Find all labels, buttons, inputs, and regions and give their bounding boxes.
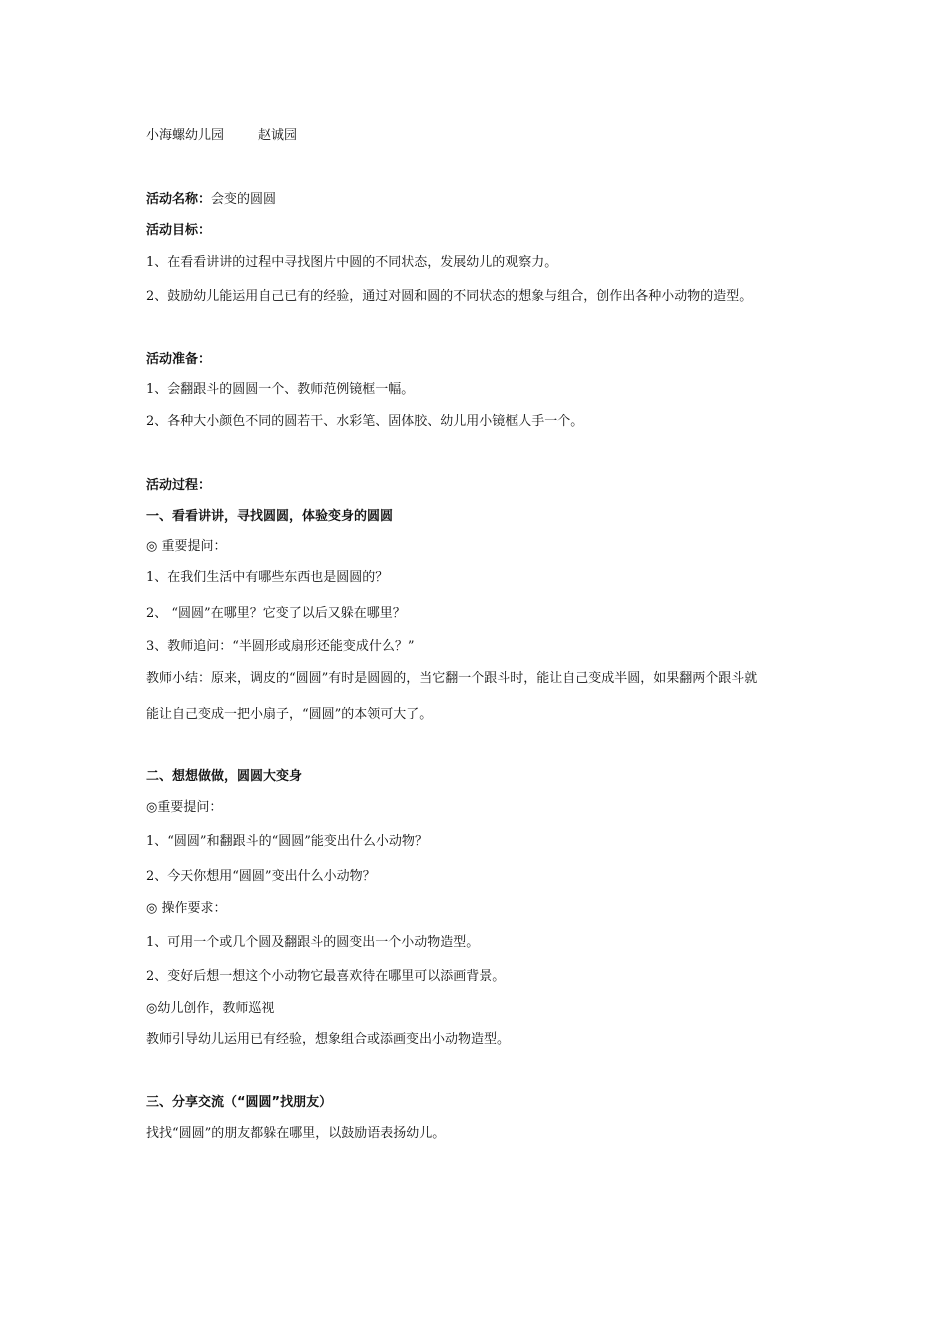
prep-item-2: 2、各种大小颜色不同的圆若干、水彩笔、固体胶、幼儿用小镜框人手一个。	[146, 414, 584, 429]
part3-text: 找找“圆圆”的朋友都躲在哪里，以鼓励语表扬幼儿。	[146, 1126, 446, 1141]
teacher-name: 赵诚园	[258, 128, 298, 143]
goal-item-1: 1、在看看讲讲的过程中寻找图片中圆的不同状态，发展幼儿的观察力。	[146, 255, 558, 270]
school-name: 小海螺幼儿园	[146, 128, 225, 143]
part1-question-1: 1、在我们生活中有哪些东西也是圆圆的？	[146, 570, 389, 585]
part1-question-3: 3、教师追问：“半圆形或扇形还能变成什么？”	[146, 639, 415, 654]
part2-operation-1: 1、可用一个或几个圆及翻跟斗的圆变出一个小动物造型。	[146, 935, 480, 950]
activity-name-value: 会变的圆圆	[211, 192, 277, 207]
part2-title: 二、想想做做，圆圆大变身	[146, 769, 303, 784]
part2-key-questions: ◎重要提问：	[146, 800, 223, 815]
prep-heading: 活动准备：	[146, 352, 212, 367]
part1-summary-line-2: 能让自己变成一把小扇子，“圆圆”的本领可大了。	[146, 707, 433, 722]
part2-creation: ◎幼儿创作，教师巡视	[146, 1001, 275, 1016]
part3-title: 三、分享交流（“圆圆”找朋友）	[146, 1095, 333, 1110]
goals-heading: 活动目标：	[146, 223, 212, 238]
part2-operation-2: 2、变好后想一想这个小动物它最喜欢待在哪里可以添画背景。	[146, 969, 506, 984]
part2-guidance: 教师引导幼儿运用已有经验，想象组合或添画变出小动物造型。	[146, 1032, 511, 1047]
part2-question-1: 1、“圆圆”和翻跟斗的“圆圆”能变出什么小动物？	[146, 834, 428, 849]
part1-title: 一、看看讲讲，寻找圆圆，体验变身的圆圆	[146, 509, 394, 524]
part2-operation-requirements: ◎ 操作要求：	[146, 901, 227, 916]
part1-key-questions: ◎ 重要提问：	[146, 539, 227, 554]
process-heading: 活动过程：	[146, 478, 212, 493]
activity-name-label: 活动名称：	[146, 192, 212, 207]
header-line	[146, 127, 297, 145]
activity-name-line	[146, 191, 276, 209]
prep-item-1: 1、会翻跟斗的圆圆一个、教师范例镜框一幅。	[146, 382, 415, 397]
part1-question-2: 2、 “圆圆”在哪里？它变了以后又躲在哪里？	[146, 606, 406, 621]
part1-summary-line-1: 教师小结：原来，调皮的“圆圆”有时是圆圆的，当它翻一个跟斗时，能让自己变成半圆，如果翻两个跟斗就	[146, 671, 758, 686]
part2-question-2: 2、今天你想用“圆圆”变出什么小动物？	[146, 869, 376, 884]
goal-item-2: 2、鼓励幼儿能运用自己已有的经验，通过对圆和圆的不同状态的想象与组合，创作出各种小动物的造型。	[146, 289, 753, 304]
